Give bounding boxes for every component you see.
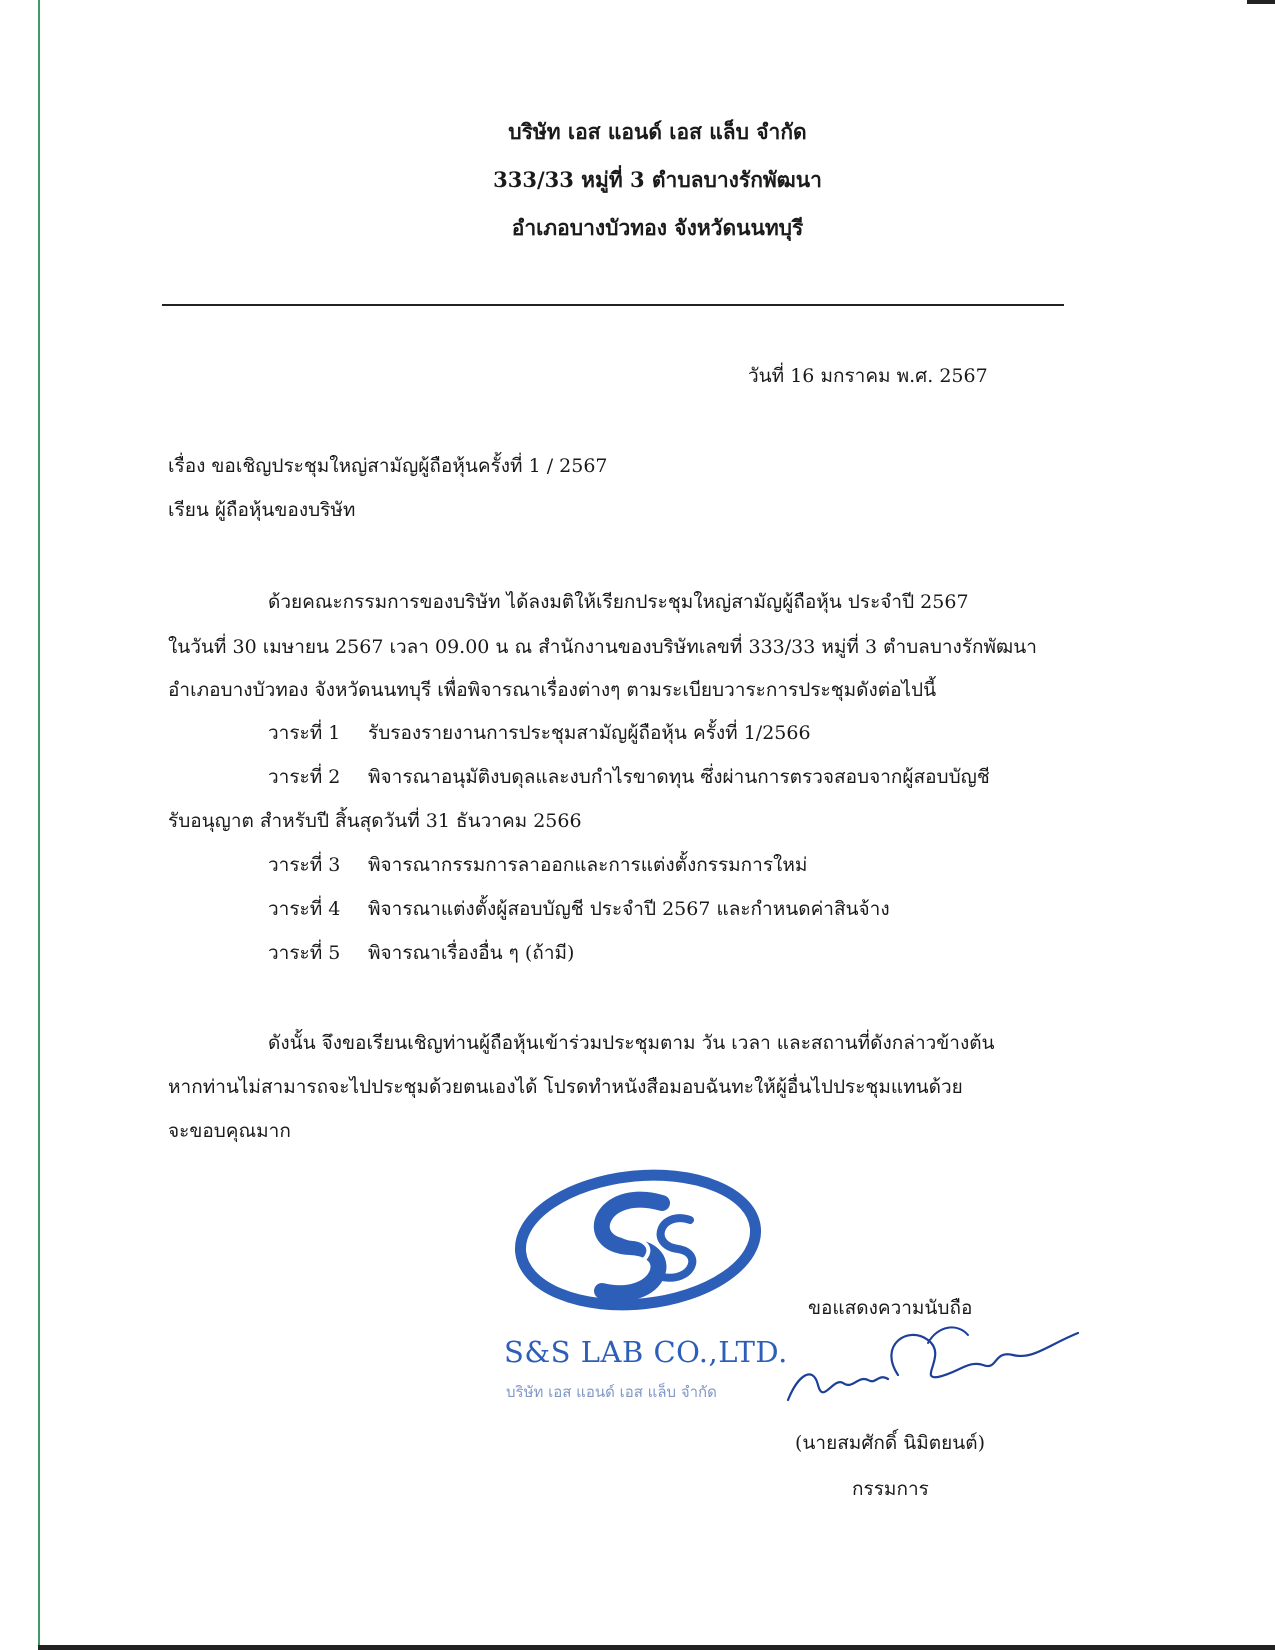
closing-phrase: ขอแสดงความนับถือ: [808, 1297, 973, 1319]
handwritten-signature: [778, 1305, 1098, 1425]
header-divider: [162, 304, 1064, 306]
signer-title: กรรมการ: [852, 1478, 929, 1500]
agenda-text: พิจารณาแต่งตั้งผู้สอบบัญชี ประจำปี 2567 และกำหนดค่าสินจ้าง: [368, 898, 890, 920]
letter-date: วันที่ 16 มกราคม พ.ศ. 2567: [748, 365, 988, 387]
agenda-label: วาระที่ 1: [268, 722, 341, 744]
agenda-label: วาระที่ 4: [268, 898, 341, 920]
signer-name: (นายสมศักดิ์ นิมิตยนต์): [795, 1432, 985, 1454]
company-address-line1: 333/33 หมู่ที่ 3 ตำบลบางรักพัฒนา: [493, 167, 822, 192]
letter-recipient: เรียน ผู้ถือหุ้นของบริษัท: [168, 499, 356, 521]
letterhead: [0, 108, 1275, 252]
body-line: อำเภอบางบัวทอง จังหวัดนนทบุรี เพื่อพิจารณาเรื่องต่างๆ ตามระเบียบวาระการประชุมดังต่อไปนี้: [168, 679, 937, 701]
company-name: บริษัท เอส แอนด์ เอส แล็บ จำกัด: [508, 119, 807, 144]
body-line: หากท่านไม่สามารถจะไปประชุมด้วยตนเองได้ โปรดทำหนังสือมอบฉันทะให้ผู้อื่นไปประชุมแทนด้วย: [168, 1076, 963, 1098]
agenda-text: รับรองรายงานการประชุมสามัญผู้ถือหุ้น ครั้งที่ 1/2566: [368, 722, 811, 744]
agenda-text-continued: รับอนุญาต สำหรับปี สิ้นสุดวันที่ 31 ธันวาคม 2566: [168, 810, 582, 832]
body-line: จะขอบคุณมาก: [168, 1120, 291, 1142]
agenda-label: วาระที่ 2: [268, 766, 341, 788]
agenda-text: พิจารณากรรมการลาออกและการแต่งตั้งกรรมการใหม่: [368, 854, 808, 876]
company-logo: [490, 1165, 780, 1415]
agenda-label: วาระที่ 3: [268, 854, 341, 876]
letter-subject: เรื่อง ขอเชิญประชุมใหญ่สามัญผู้ถือหุ้นครั้งที่ 1 / 2567: [168, 455, 608, 477]
logo-company-name-en: S&S LAB CO.,LTD.: [504, 1335, 788, 1369]
company-address-line2: อำเภอบางบัวทอง จังหวัดนนทบุรี: [511, 215, 804, 240]
agenda-text: พิจารณาเรื่องอื่น ๆ (ถ้ามี): [368, 942, 575, 964]
body-line: ด้วยคณะกรรมการของบริษัท ได้ลงมติให้เรียกประชุมใหญ่สามัญผู้ถือหุ้น ประจำปี 2567: [268, 591, 969, 613]
body-line: ดังนั้น จึงขอเรียนเชิญท่านผู้ถือหุ้นเข้าร่วมประชุมตาม วัน เวลา และสถานที่ดังกล่าวข้างต้น: [268, 1032, 995, 1054]
logo-company-name-th: บริษัท เอส แอนด์ เอส แล็บ จำกัด: [506, 1383, 717, 1401]
scan-edge-bottom: [38, 1645, 1275, 1650]
agenda-text: พิจารณาอนุมัติงบดุลและงบกำไรขาดทุน ซึ่งผ่านการตรวจสอบจากผู้สอบบัญชี: [368, 766, 990, 788]
body-line: ในวันที่ 30 เมษายน 2567 เวลา 09.00 น ณ สำนักงานของบริษัทเลขที่ 333/33 หมู่ที่ 3 ตำบลบางรักพัฒนา: [168, 636, 1037, 658]
scan-edge-mark: [1247, 0, 1275, 4]
agenda-label: วาระที่ 5: [268, 942, 341, 964]
